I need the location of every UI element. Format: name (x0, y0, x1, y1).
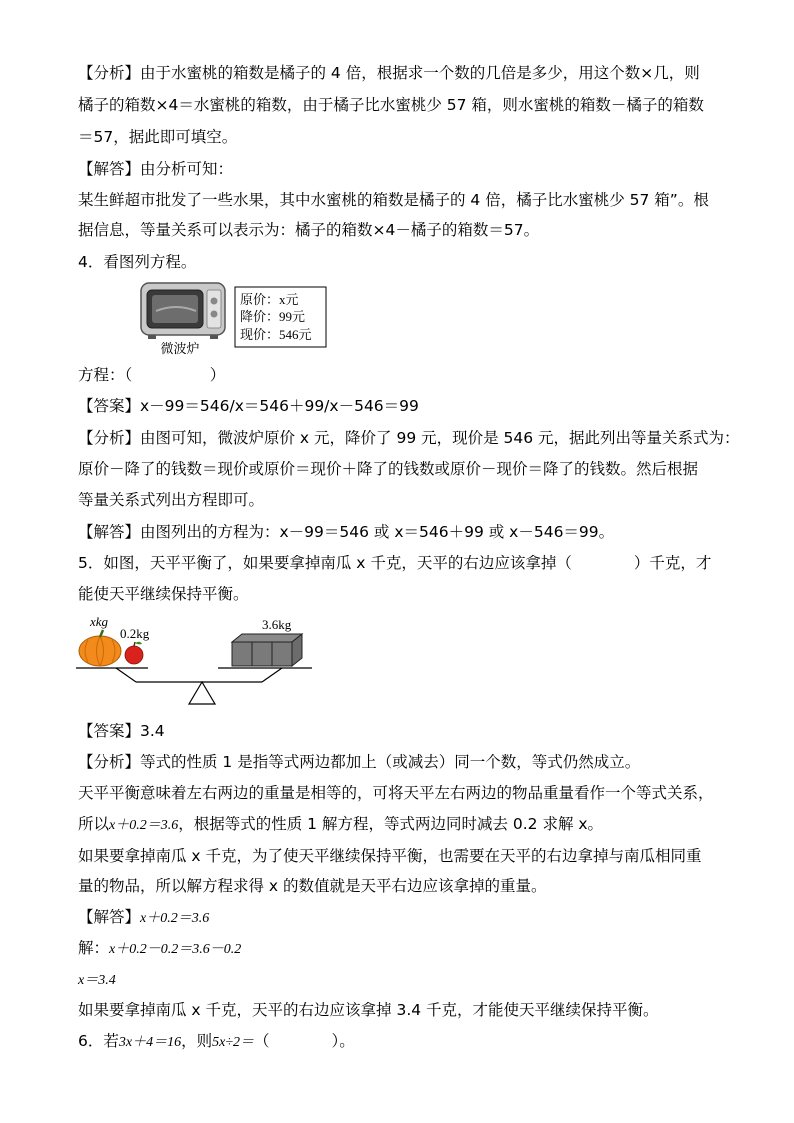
analysis-3-suffix: ，根据等式的性质 1 解方程，等式两边同时减去 0.2 求解 x。 (178, 815, 604, 833)
apple-icon (125, 642, 143, 664)
question-6-expression: 5x÷2＝ (212, 1035, 255, 1050)
pumpkin-icon (79, 630, 121, 666)
analysis-line-3: ＝57，据此即可填空。 (78, 128, 238, 146)
solution-equation-2: x＋0.2－0.2＝3.6－0.2 (109, 942, 242, 957)
question-5-title-1: 5．如图，天平平衡了，如果要拿掉南瓜 x 千克，天平的右边应该拿掉（ ）千克，才 (78, 554, 712, 572)
balance-beam (76, 668, 312, 704)
question-5-analysis-4: 如果要拿掉南瓜 x 千克，为了使天平继续保持平衡，也需要在天平的右边拿掉与南瓜相同重 (78, 847, 702, 865)
solution-tag: 【解答】 (78, 908, 141, 926)
apple-weight-label: 0.2kg (120, 626, 150, 641)
equation-blank: 方程：（ ） (78, 366, 226, 384)
question-5-conclusion: 如果要拿掉南瓜 x 千克，天平的右边应该拿掉 3.4 千克，才能使天平继续保持平衡。 (78, 1001, 659, 1019)
question-5-analysis-3 (78, 813, 603, 837)
microwave-label: 微波炉 (160, 341, 200, 356)
question-5-analysis-2: 天平平衡意味着左右两边的重量是相等的，可将天平左右两边的物品重量看作一个等式关系， (78, 784, 714, 802)
question-6-blank: （ ）。 (254, 1032, 355, 1050)
question-5-analysis-5: 量的物品，所以解方程求得 x 的数值就是天平右边应该拿掉的重量。 (78, 877, 547, 895)
price-reduction: 降价：99元 (240, 309, 306, 324)
pumpkin-weight-label: xkg (90, 614, 109, 629)
question-5-title-2: 能使天平继续保持平衡。 (78, 585, 249, 603)
boxes-icon (232, 634, 302, 666)
question-6-equation: 3x＋4＝16 (118, 1035, 182, 1050)
question-5-answer: 【答案】3.4 (78, 722, 165, 740)
price-current: 现价：546元 (240, 327, 312, 342)
analysis-line-1: 【分析】由于水蜜桃的箱数是橘子的 4 倍，根据求一个数的几倍是多少，用这个数×几，则 (78, 64, 700, 82)
solution-line-1: 某生鲜超市批发了一些水果，其中水蜜桃的箱数是橘子的 4 倍，橘子比水蜜桃少 57 箱”。根 (78, 191, 709, 209)
solution-heading: 【解答】由分析可知： (78, 160, 234, 178)
question-5-analysis-1: 【分析】等式的性质 1 是指等式两边都加上（或减去）同一个数，等式仍然成立。 (78, 753, 641, 771)
question-4-analysis-2: 原价－降了的钱数＝现价或原价＝现价＋降了的钱数或原价－现价＝降了的钱数。然后根据 (78, 460, 699, 478)
analysis-line-2: 橘子的箱数×4＝水蜜桃的箱数，由于橘子比水蜜桃少 57 箱，则水蜜桃的箱数－橘子的箱数 (78, 96, 704, 114)
question-4-answer: 【答案】x－99＝546/x＝546＋99/x－546＝99 (78, 397, 419, 415)
solution-result: x＝3.4 (78, 973, 116, 988)
solution-equation-1: x＋0.2＝3.6 (140, 911, 210, 926)
microwave-figure (138, 281, 338, 357)
question-4-solution: 【解答】由图列出的方程为：x－99＝546 或 x＝546＋99 或 x－546＝99。 (78, 523, 615, 541)
solution-label: 解： (78, 939, 110, 957)
question-6 (78, 1030, 355, 1054)
question-4-analysis-1: 【分析】由图可知，微波炉原价 x 元，降价了 99 元，现价是 546 元，据此列出等量关系式为： (78, 429, 740, 447)
boxes-weight-label: 3.6kg (262, 617, 292, 632)
question-5-solution-3 (78, 968, 116, 992)
microwave-icon (141, 283, 225, 339)
solution-line-2: 据信息，等量关系可以表示为：橘子的箱数×4－橘子的箱数＝57。 (78, 221, 540, 239)
question-6-mid: ，则 (181, 1032, 213, 1050)
question-4-analysis-3: 等量关系式列出方程即可。 (78, 491, 265, 509)
question-6-prefix: 6．若 (78, 1032, 119, 1050)
analysis-3-prefix: 所以 (78, 815, 110, 833)
question-5-solution-1 (78, 906, 209, 930)
question-5-solution-2 (78, 937, 241, 961)
balance-scale-figure (76, 612, 326, 708)
question-4-title: 4．看图列方程。 (78, 253, 197, 271)
equation-inline: x＋0.2＝3.6 (109, 818, 179, 833)
price-original: 原价：x元 (240, 292, 299, 307)
